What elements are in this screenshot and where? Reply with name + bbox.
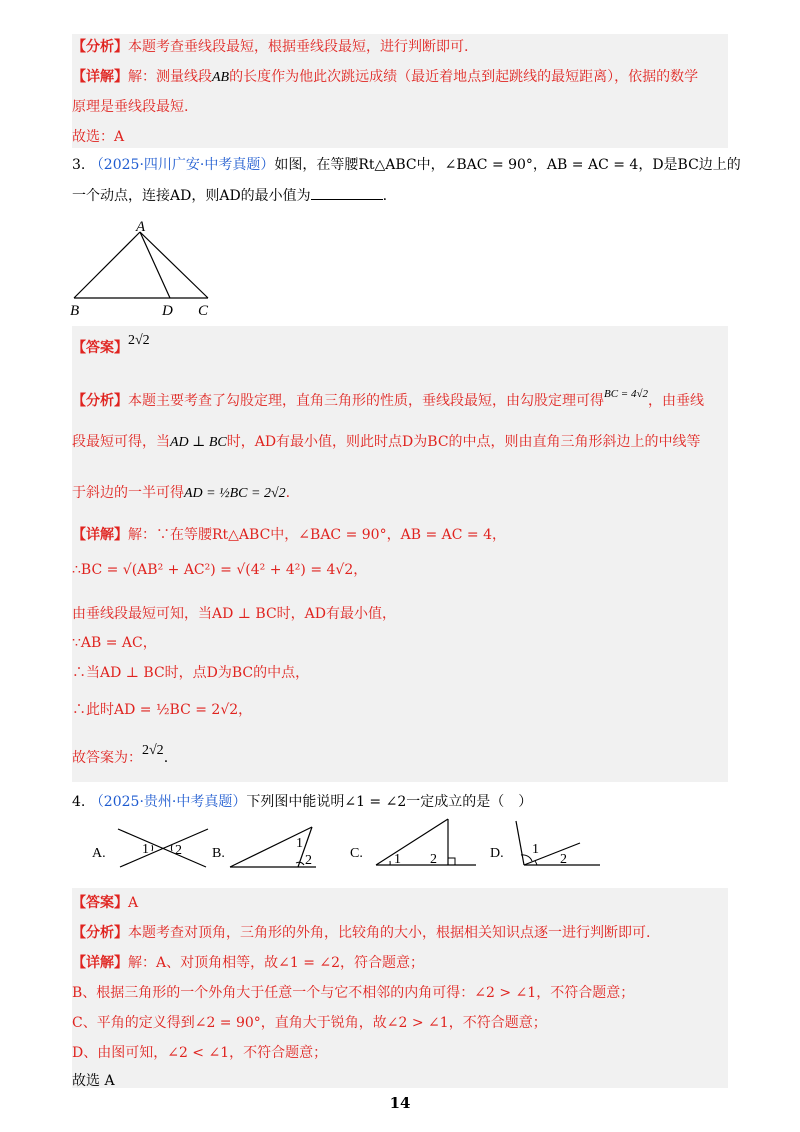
q3-answer-line <box>72 333 150 359</box>
final-answer-text: 故答案为： <box>72 750 142 766</box>
analysis-label: 【分析】 <box>72 39 128 55</box>
answer-label: 【答案】 <box>72 340 128 356</box>
analysis-label: 【分析】 <box>72 925 128 941</box>
option-a-label: A. <box>92 846 106 861</box>
analysis-text-cont: 时，AD有最小值，则此时点D为BC的中点，则由直角三角形斜边上的中线等 <box>226 434 701 450</box>
angle-2-label: 2 <box>430 852 437 867</box>
angle-2-label: 2 <box>560 852 567 867</box>
q4-analysis-line <box>72 923 650 943</box>
vertex-c-label: C <box>198 303 209 318</box>
detail-text: 解：测量线段 <box>128 69 212 85</box>
q3-detail-line-1 <box>72 525 506 545</box>
final-answer-end: . <box>163 750 169 766</box>
q3-stem-cont: 一个动点，连接AD，则AD的最小值为 <box>72 188 311 204</box>
detail-text-cont: 的长度作为他此次跳远成绩（最近着地点到起跳线的最短距离），依据的数学 <box>229 69 699 85</box>
perp-condition: AD ⊥ BC <box>170 435 227 450</box>
q3-detail-line-4: ∵AB = AC， <box>72 635 157 651</box>
q4-source: （2025·贵州·中考真题） <box>89 794 247 810</box>
angle-1-label: 1 <box>532 842 539 857</box>
q4-detail-line-3: C、平角的定义得到∠2 = 90°，直角大于锐角，故∠2 > ∠1，不符合题意； <box>72 1015 547 1031</box>
angle-2-label: 2 <box>175 843 182 858</box>
option-d-label: D. <box>490 846 504 861</box>
segment-ab: AB <box>212 70 230 85</box>
q4-stem: 下列图中能说明∠1 = ∠2一定成立的是（ ） <box>246 794 533 810</box>
answer-value: A <box>128 895 139 911</box>
q4-detail-line-2: B、根据三角形的一个外角大于任意一个与它不相邻的内角可得：∠2 > ∠1，不符合题意； <box>72 985 635 1001</box>
analysis-text: 本题考查垂线段最短，根据垂线段最短，进行判断即可. <box>128 39 469 55</box>
q3-stem: 如图，在等腰Rt△ABC中，∠BAC = 90°，AB = AC = 4，D是BC边上的 <box>274 157 741 173</box>
prev-detail-line-2: 原理是垂线段最短. <box>72 99 189 115</box>
q3-source: （2025·四川广安·中考真题） <box>89 157 275 173</box>
q3-detail-line-5: ∴当AD ⊥ BC时，点D为BC的中点， <box>72 665 310 681</box>
q3-detail-line-7 <box>72 743 169 769</box>
final-answer-value: 2√2 <box>142 743 164 758</box>
option-c-label: C. <box>350 846 363 861</box>
analysis-label: 【分析】 <box>72 393 128 409</box>
detail-label: 【详解】 <box>72 69 128 85</box>
bc-value: BC = 4√2 <box>604 388 649 400</box>
q3-detail-line-2: ∴BC = √(AB² + AC²) = √(4² + 4²) = 4√2， <box>72 562 368 578</box>
q3-detail-line-3: 由垂线段最短可知，当AD ⊥ BC时，AD有最小值， <box>72 606 396 622</box>
q3-triangle-figure <box>66 218 226 318</box>
angle-1-label: 1 <box>142 842 149 857</box>
q3-analysis-line-3 <box>72 483 290 504</box>
analysis-text: 段最短可得，当 <box>72 434 170 450</box>
q4-answer-line <box>72 893 138 913</box>
analysis-text: 本题主要考查了勾股定理，直角三角形的性质，垂线段最短，由勾股定理可得 <box>128 393 604 409</box>
analysis-end: . <box>285 485 291 501</box>
q4-detail-line-4: D、由图可知，∠2 < ∠1，不符合题意； <box>72 1045 328 1061</box>
option-b-label: B. <box>212 846 225 861</box>
prev-analysis-line <box>72 37 468 57</box>
point-d-label: D <box>162 303 173 318</box>
angle-2-label: 2 <box>305 853 312 868</box>
q4-stem-line <box>72 792 532 812</box>
answer-label: 【答案】 <box>72 895 128 911</box>
q3-stem-line-1 <box>72 155 741 175</box>
q4-options-figure <box>80 815 610 883</box>
page-number: 14 <box>389 1094 411 1112</box>
q4-detail-line-1 <box>72 953 424 973</box>
detail-label: 【详解】 <box>72 955 128 971</box>
q3-stem-end: . <box>382 188 388 204</box>
angle-1-label: 1 <box>296 836 303 851</box>
median-formula: AD = ½BC = 2√2 <box>184 486 286 501</box>
analysis-text-end: ，由垂线 <box>648 393 705 409</box>
answer-value: 2√2 <box>128 333 150 348</box>
prev-detail-line-1 <box>72 67 698 88</box>
q4-number: 4. <box>72 794 86 810</box>
vertex-a-label: A <box>136 219 146 235</box>
vertex-b-label: B <box>70 303 80 318</box>
q3-analysis-line-1 <box>72 388 705 412</box>
q3-detail-line-6: ∴此时AD = ½BC = 2√2， <box>72 702 253 718</box>
detail-label: 【详解】 <box>72 527 128 543</box>
q3-number: 3. <box>72 157 86 173</box>
detail-text: 解：∵在等腰Rt△ABC中，∠BAC = 90°，AB = AC = 4， <box>128 527 506 543</box>
q3-analysis-line-2 <box>72 432 701 453</box>
angle-1-label: 1 <box>394 852 401 867</box>
detail-text: 解：A、对顶角相等，故∠1 = ∠2，符合题意； <box>128 955 425 971</box>
analysis-text: 本题考查对顶角，三角形的外角，比较角的大小，根据相关知识点逐一进行判断即可. <box>128 925 651 941</box>
q4-detail-line-5: 故选 A <box>72 1073 115 1089</box>
q3-stem-line-2 <box>72 185 387 206</box>
prev-choice: 故选：A <box>72 129 125 145</box>
analysis-text: 于斜边的一半可得 <box>72 485 184 501</box>
answer-blank <box>311 185 383 200</box>
